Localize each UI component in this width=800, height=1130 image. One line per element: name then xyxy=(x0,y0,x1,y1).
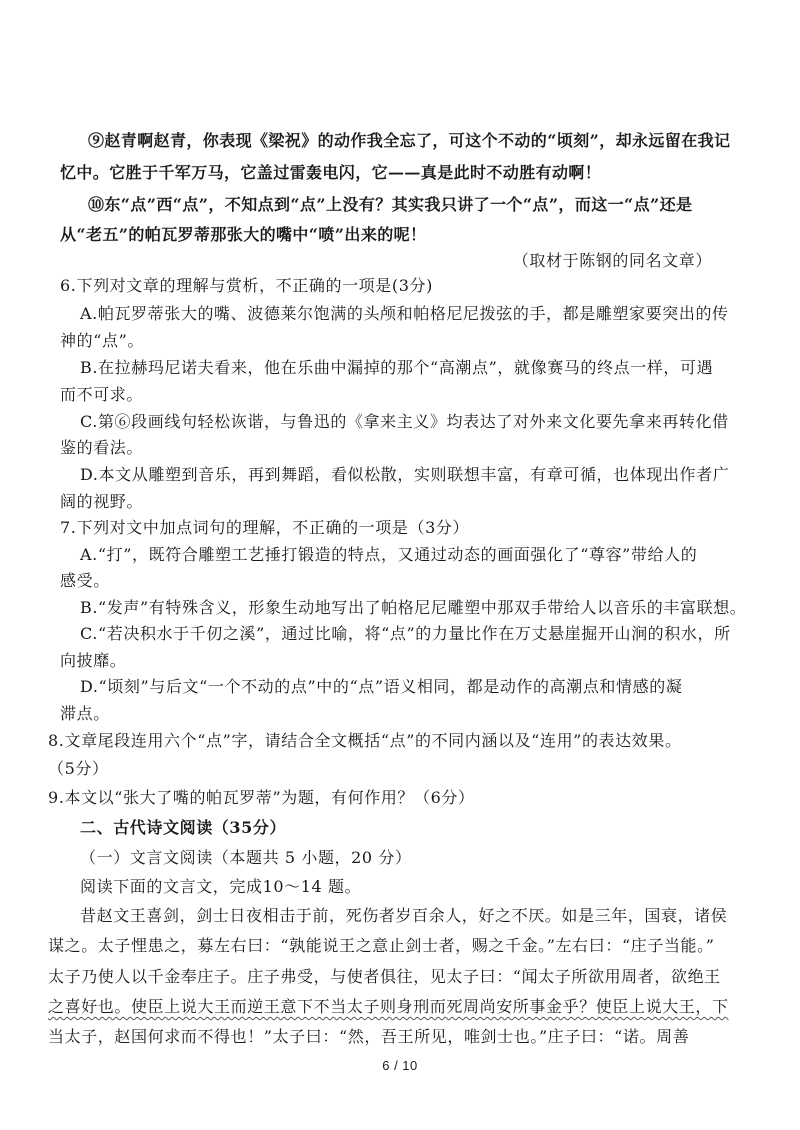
q6-option-a-line2: 神的“点”。 xyxy=(60,331,144,350)
section2-heading: 二、古代诗文阅读（35分） xyxy=(80,818,287,837)
classical-text-line1: 昔赵文王喜剑，剑士日夜相击于前，死伤者岁百余人，好之不厌。如是三年，国衰，诸侯 xyxy=(80,906,728,925)
q8-line2: （5分） xyxy=(48,759,109,778)
q9: 9.本文以“张大了嘴的帕瓦罗蒂”为题，有何作用？（6分） xyxy=(48,788,475,807)
q7-option-c-line1: C.“若决积水于千仞之溪”，通过比喻，将“点”的力量比作在万丈悬崖掘开山涧的积水，所 xyxy=(80,624,731,643)
passage-p9-line1: ⑨赵青啊赵青，你表现《梁祝》的动作我全忘了，可这个不动的“顷刻”，却永远留在我记 xyxy=(88,131,731,150)
q8-line1: 8.文章尾段连用六个“点”字，请结合全文概括“点”的不同内涵以及“连用”的表达效果。 xyxy=(48,731,682,750)
passage-p10-line2: 从“老五”的帕瓦罗蒂那张大的嘴中“喷”出来的呢！ xyxy=(60,225,427,244)
passage-p9-line2: 忆中。它胜于千军万马，它盖过雷轰电闪，它——真是此时不动胜有动啊！ xyxy=(60,163,602,182)
passage-p10-line1: ⑩东“点”西“点”，不知点到“点”上没有？其实我只讲了一个“点”，而这一“点”还是 xyxy=(88,195,693,214)
q7-option-d-line1: D.“顷刻”与后文“一个不动的点”中的“点”语义相同，都是动作的高潮点和情感的凝 xyxy=(80,677,683,696)
q6-option-c-line2: 鉴的看法。 xyxy=(60,438,144,457)
classical-text-line2: 谋之。太子悝患之，募左右曰：“孰能说王之意止剑士者，赐之千金。”左右曰：“庄子当能。” xyxy=(48,936,715,955)
q7-option-b: B.“发声”有特殊含义，形象生动地写出了帕格尼尼雕塑中那双手带给人以音乐的丰富联想。 xyxy=(80,598,747,617)
q7-option-a-line1: A.“打”，既符合雕塑工艺捶打锻造的特点，又通过动态的画面强化了“尊容”带给人的 xyxy=(80,545,698,564)
q6-option-d-line1: D.本文从雕塑到音乐，再到舞蹈，看似松散，实则联想丰富，有章可循，也体现出作者广 xyxy=(80,465,730,484)
section2-instruction: 阅读下面的文言文，完成10～14 题。 xyxy=(80,877,362,896)
classical-text-line4: 之喜好也。使臣上说大王而逆王意下不当太子则身刑而死周尚安所事金乎？使臣上说大王，下 xyxy=(48,997,729,1016)
section2-subheading: （一）文言文阅读（本题共 5 小题，20 分） xyxy=(80,848,412,867)
passage-source: （取材于陈钢的同名文章） xyxy=(512,251,712,270)
classical-text-line3: 太子乃使人以千金奉庄子。庄子弗受，与使者俱往，见太子曰：“闻太子所欲用周者，欲绝王 xyxy=(48,967,721,986)
q6-option-b-line1: B.在拉赫玛尼诺夫看来，他在乐曲中漏掉的那个“高潮点”，就像赛马的终点一样，可遇 xyxy=(80,358,714,377)
q7-option-d-line2: 滞点。 xyxy=(60,704,110,723)
page-number: 6 / 10 xyxy=(382,1058,418,1073)
q7-option-c-line2: 向披靡。 xyxy=(60,651,127,670)
q7-option-a-line2: 感受。 xyxy=(60,571,110,590)
q6-option-b-line2: 而不可求。 xyxy=(60,385,144,404)
q6-option-a-line1: A.帕瓦罗蒂张大的嘴、波德莱尔饱满的头颅和帕格尼尼拨弦的手，都是雕塑家要突出的传 xyxy=(80,304,729,323)
classical-text-line5: 当太子，赵国何求而不得也！”太子曰：“然，吾王所见，唯剑士也。”庄子曰：“诺。周善 xyxy=(48,1027,690,1046)
q6-option-c-line1: C.第⑥段画线句轻松诙谐，与鲁迅的《拿来主义》均表达了对外来文化要先拿来再转化借 xyxy=(80,412,729,431)
q6-stem: 6.下列对文章的理解与赏析，不正确的一项是(3分) xyxy=(60,276,433,295)
q7-stem: 7.下列对文中加点词句的理解，不正确的一项是（3分） xyxy=(60,518,470,537)
q6-option-d-line2: 阔的视野。 xyxy=(60,492,144,511)
